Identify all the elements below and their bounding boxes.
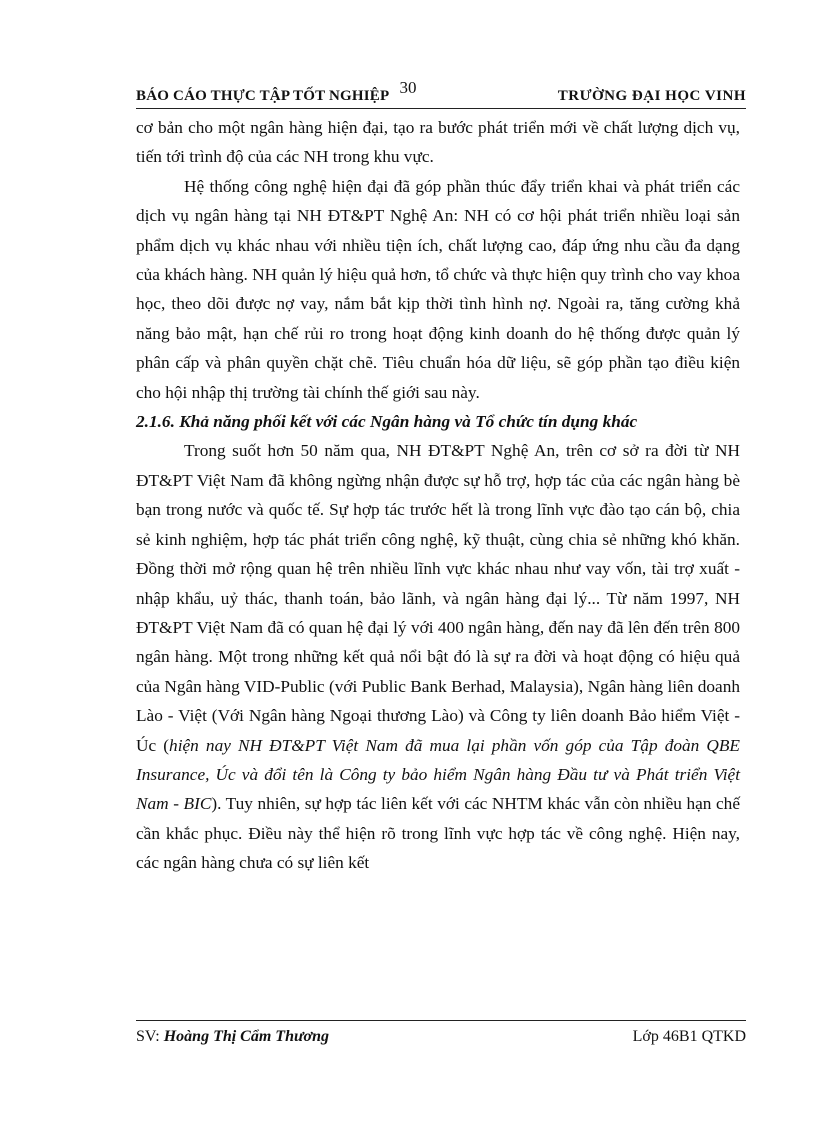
paragraph-technology: Hệ thống công nghệ hiện đại đã góp phần thúc đẩy triển khai và phát triển các dịch vụ ngân hàng tại NH ĐT&PT Nghệ An: NH có cơ hội phát triển nhiều loại sản phẩm dịch vụ khác nhau với nhiều tiện ích, chất lượng cao, đáp ứng nhu cầu đa dạng của khách hàng. NH quản lý hiệu quả hơn, tổ chức và thực hiện quy trình cho vay khoa học, theo dõi được nợ vay, nắm bắt kịp thời tình hình nợ. Ngoài ra, tăng cường khả năng bảo mật, hạn chế rủi ro trong hoạt động kinh doanh do hệ thống được quản lý phân cấp và phân quyền chặt chẽ. Tiêu chuẩn hóa dữ liệu, sẽ góp phần tạo điều kiện cho hội nhập thị trường tài chính thế giới sau này. bbox=[136, 176, 740, 402]
header-divider bbox=[136, 108, 746, 109]
paragraph-cooperation-part1: Trong suốt hơn 50 năm qua, NH ĐT&PT Nghệ An, trên cơ sở ra đời từ NH ĐT&PT Việt Nam đã không ngừng nhận được sự hỗ trợ, hợp tác của các ngân hàng bè bạn trong nước và quốc tế. Sự hợp tác trước hết là trong lĩnh vực đào tạo cán bộ, chia sẻ kinh nghiệm, hợp tác phát triển công nghệ, kỹ thuật, cùng chia sẻ những khó khăn. Đồng thời mở rộng quan hệ trên nhiều lĩnh vực khác nhau như vay vốn, tài trợ xuất - nhập khẩu, uỷ thác, thanh toán, bảo lãnh, và ngân hàng đại lý... Từ năm 1997, NH ĐT&PT Việt Nam đã có quan hệ đại lý với 400 ngân hàng, đến nay đã lên đến trên 800 ngân hàng. Một trong những kết quả nổi bật đó là sự ra đời và hoạt động có hiệu quả của Ngân hàng VID-Public (với Public Bank Berhad, Malaysia), Ngân hàng liên doanh Lào - Việt (Với Ngân hàng Ngoại thương Lào) và Công ty liên doanh Bảo hiểm Việt - Úc ( bbox=[136, 441, 740, 755]
footer-divider bbox=[136, 1020, 746, 1021]
document-body bbox=[136, 113, 740, 878]
footer-class: Lớp 46B1 QTKD bbox=[632, 1028, 746, 1045]
paragraph-cooperation bbox=[136, 436, 740, 877]
paragraph-continued: cơ bản cho một ngân hàng hiện đại, tạo ra bước phát triển mới về chất lượng dịch vụ, tiến tới trình độ của các NH trong khu vực. bbox=[136, 118, 740, 167]
page-header bbox=[136, 88, 746, 108]
paragraph-cooperation-part2: ). Tuy nhiên, sự hợp tác liên kết với các NHTM khác vẫn còn nhiều hạn chế cần khắc phục. Điều này thể hiện rõ trong lĩnh vực hợp tác về công nghệ. Hiện nay, các ngân hàng chưa có sự liên kết bbox=[136, 794, 740, 873]
header-report-title: BÁO CÁO THỰC TẬP TỐT NGHIỆP bbox=[136, 88, 390, 104]
footer-student bbox=[136, 1028, 329, 1046]
footer-student-name: Hoàng Thị Cẩm Thương bbox=[163, 1028, 330, 1045]
footer-prefix: SV: bbox=[136, 1028, 164, 1045]
page-footer bbox=[136, 1028, 746, 1052]
section-heading: 2.1.6. Khả năng phối kết với các Ngân hàng và Tổ chức tín dụng khác bbox=[136, 412, 638, 432]
page-number: 30 bbox=[399, 78, 417, 97]
paragraph-cooperation-italic: hiện nay NH ĐT&PT Việt Nam đã mua lại phần vốn góp của Tập đoàn QBE Insurance, Úc và đổi tên là Công ty bảo hiểm Ngân hàng Đầu tư và Phát triển Việt Nam - BIC bbox=[136, 735, 740, 814]
header-university: TRƯỜNG ĐẠI HỌC VINH bbox=[557, 88, 746, 104]
